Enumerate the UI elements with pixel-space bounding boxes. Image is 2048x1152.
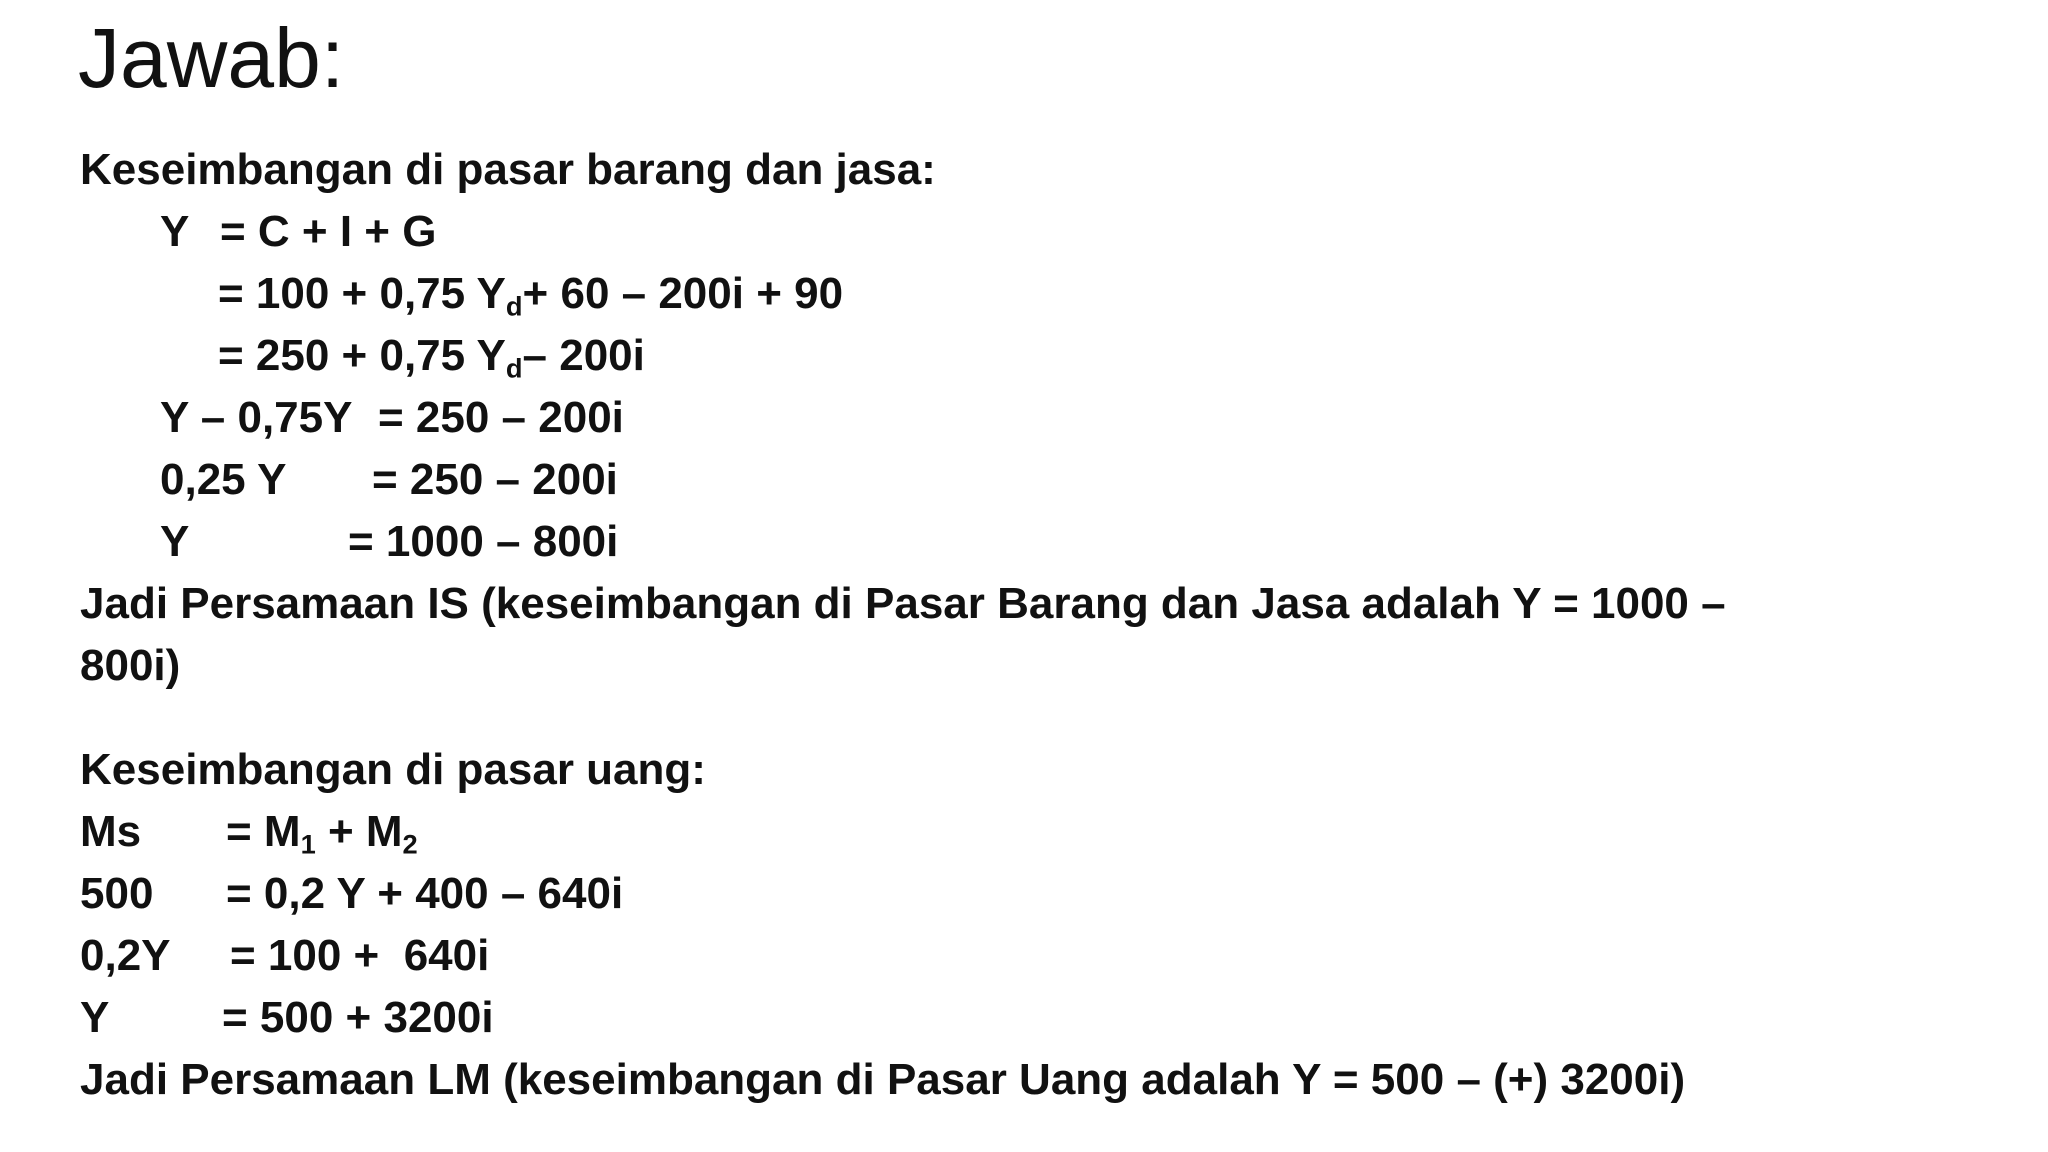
is-equation-line-6 xyxy=(160,517,619,566)
is-conclusion-line-1: Jadi Persamaan IS (keseimbangan di Pasar Barang dan Jasa adalah Y = 1000 – xyxy=(80,579,1726,628)
is-line-6-lhs: Y xyxy=(160,517,190,566)
is-line-4-lhs: Y – 0,75Y xyxy=(160,393,353,442)
slide-title: Jawab: xyxy=(78,11,345,105)
lm-line-2-lhs: 500 xyxy=(80,869,154,918)
money-market-heading: Keseimbangan di pasar uang: xyxy=(80,745,706,794)
is-equation-line-1 xyxy=(160,207,437,256)
lm-line-2-rhs: = 0,2 Y + 400 – 640i xyxy=(226,869,624,918)
lm-line-3-lhs: 0,2Y xyxy=(80,931,171,980)
lm-line-1-subscript-1: 1 xyxy=(300,828,316,860)
is-conclusion-line-2: 800i) xyxy=(80,641,181,690)
goods-market-heading: Keseimbangan di pasar barang dan jasa: xyxy=(80,145,936,194)
is-equation-line-5 xyxy=(160,455,618,504)
is-line-5-lhs: 0,25 Y xyxy=(160,455,287,504)
lm-line-4-rhs: = 500 + 3200i xyxy=(222,993,494,1042)
lm-conclusion: Jadi Persamaan LM (keseimbangan di Pasar Uang adalah Y = 500 – (+) 3200i) xyxy=(80,1055,1686,1104)
lm-line-1-mid: + M xyxy=(315,807,403,856)
is-equation-line-2 xyxy=(218,269,844,322)
is-line-2-post: + 60 – 200i + 90 xyxy=(522,269,844,318)
is-line-1-lhs: Y xyxy=(160,207,190,256)
is-equation-line-3 xyxy=(218,331,645,384)
lm-line-1-subscript-2: 2 xyxy=(402,828,418,860)
is-line-3-post: – 200i xyxy=(522,331,645,380)
lm-line-1-lhs: Ms xyxy=(80,807,142,856)
is-line-2-pre: = 100 + 0,75 Y xyxy=(218,269,506,318)
lm-line-4-lhs: Y xyxy=(80,993,110,1042)
is-line-5-rhs: = 250 – 200i xyxy=(372,455,618,504)
lm-equation-line-2 xyxy=(80,869,624,918)
lm-line-3-rhs: = 100 + 640i xyxy=(230,931,490,980)
is-equation-line-4 xyxy=(160,393,624,442)
lm-line-1-eq: = M xyxy=(226,807,301,856)
is-line-2-subscript: d xyxy=(505,290,523,322)
is-line-4-rhs: = 250 – 200i xyxy=(378,393,624,442)
is-line-3-subscript: d xyxy=(505,352,523,384)
is-line-6-rhs: = 1000 – 800i xyxy=(348,517,619,566)
is-line-1-rhs: = C + I + G xyxy=(220,207,437,256)
lm-equation-line-4 xyxy=(80,993,494,1042)
is-line-3-pre: = 250 + 0,75 Y xyxy=(218,331,506,380)
lm-equation-line-3 xyxy=(80,931,490,980)
lm-equation-line-1 xyxy=(80,807,418,860)
